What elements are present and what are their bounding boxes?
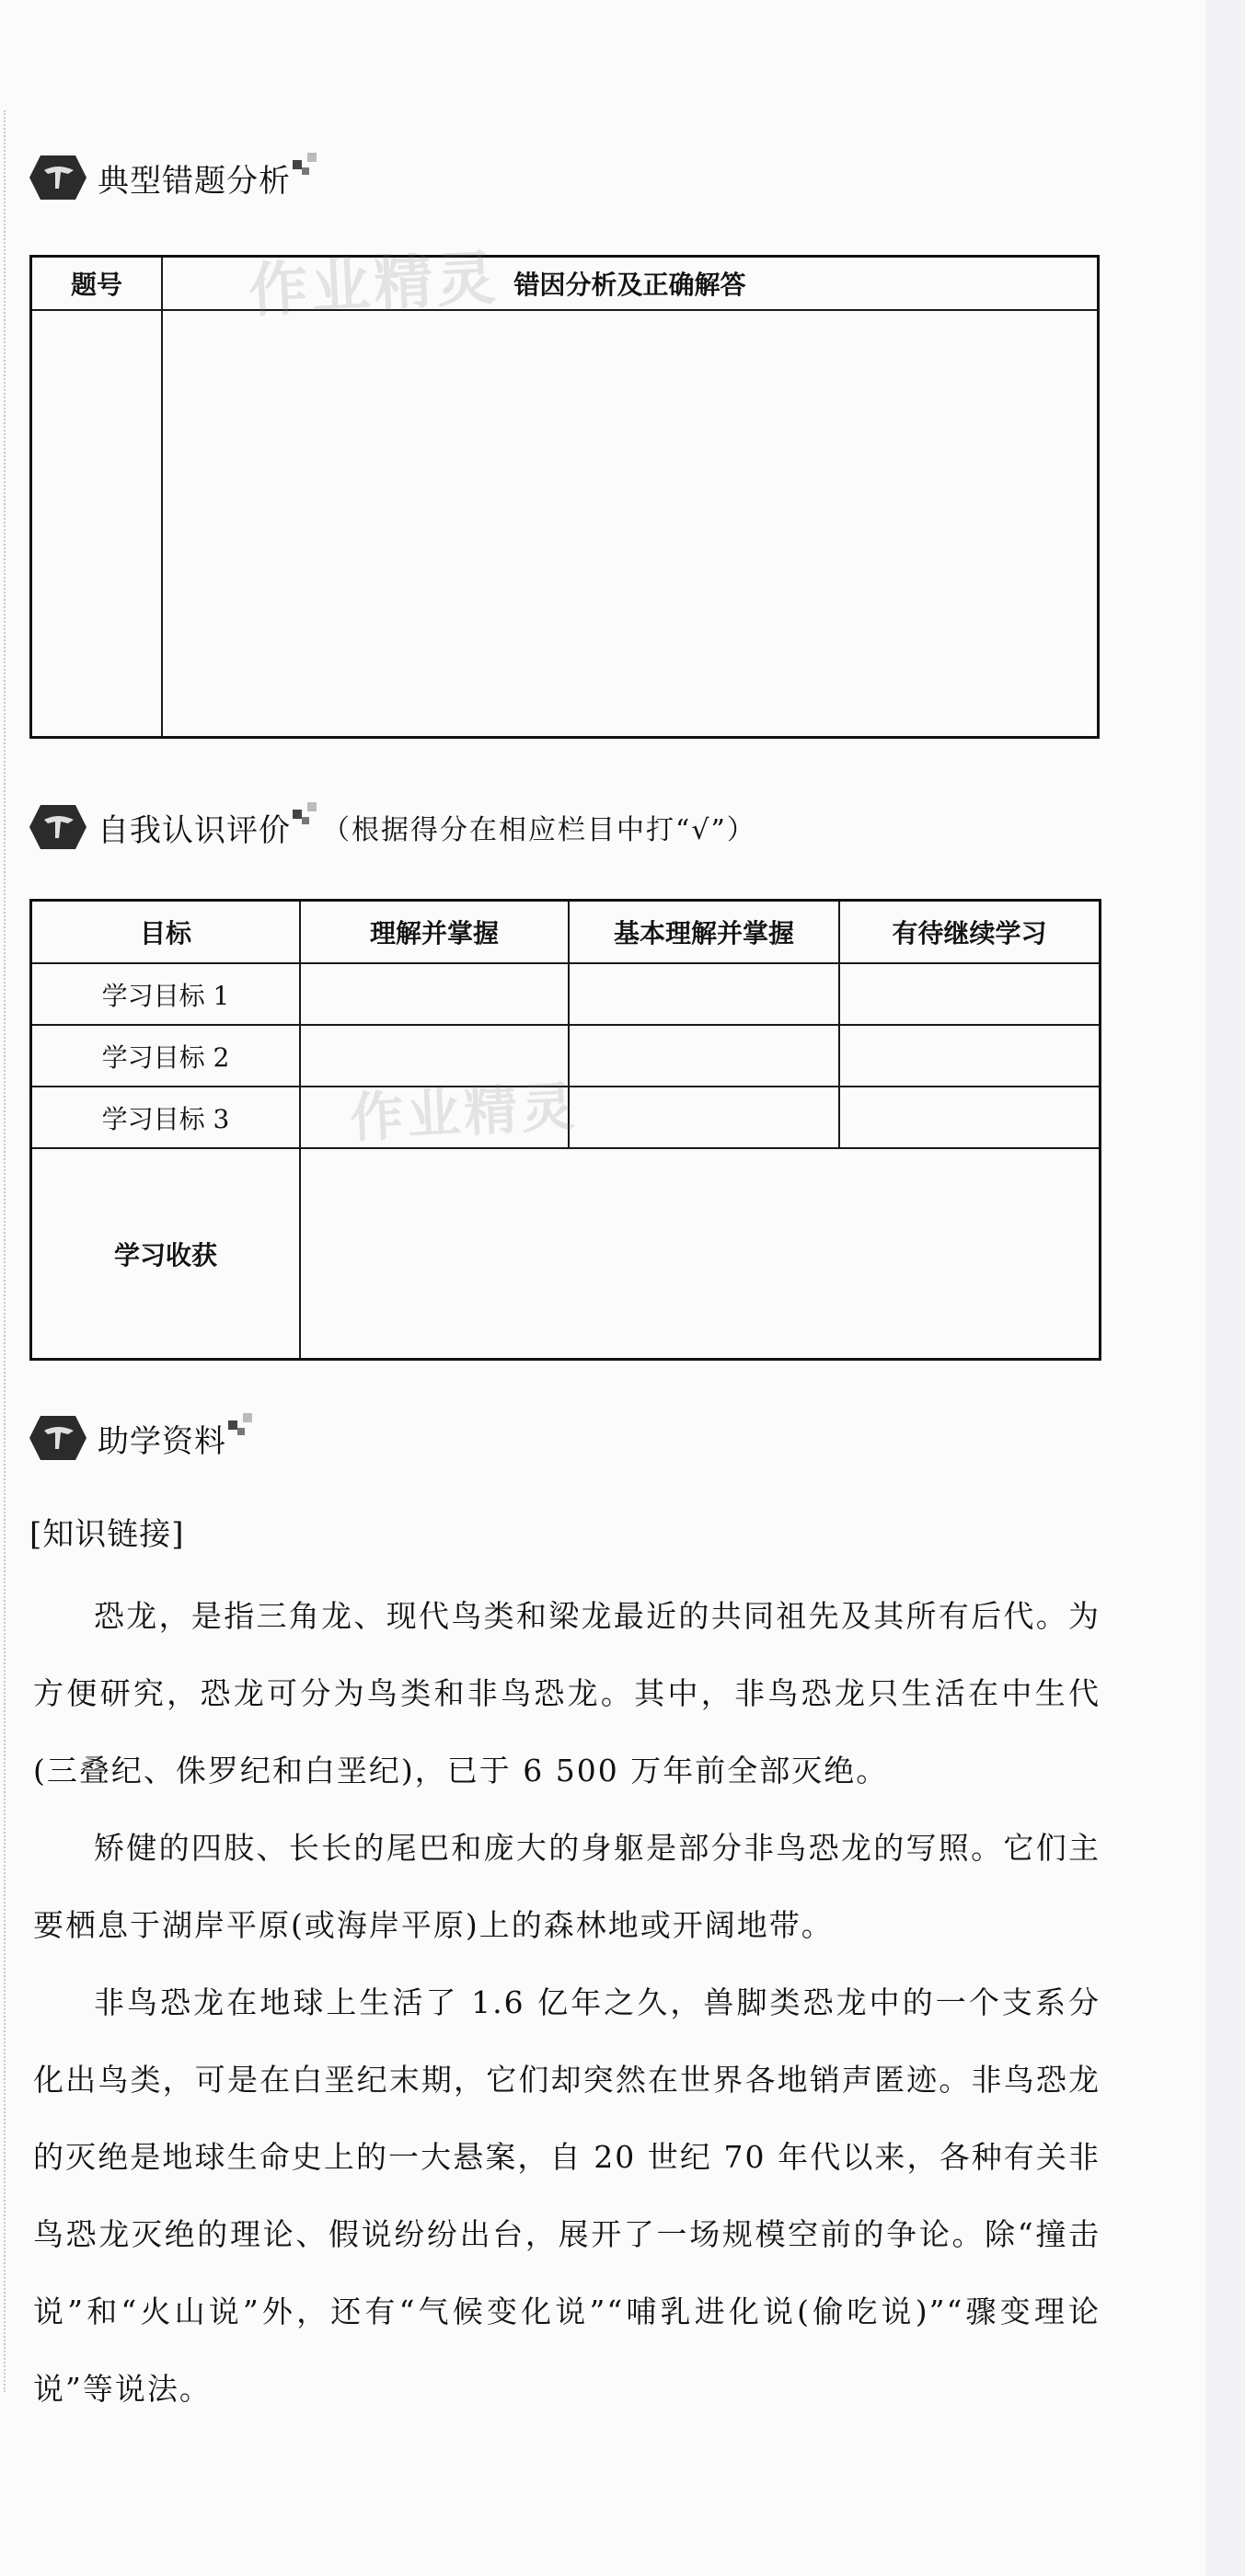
checkbox-cell[interactable] [839, 963, 1101, 1025]
section-title: 自我认识评价 [98, 811, 291, 849]
section-title: 助学资料 [98, 1422, 226, 1460]
self-eval-table [29, 899, 1101, 1361]
decor-squares-icon [293, 151, 320, 178]
paragraph: 恐龙，是指三角龙、现代鸟类和梁龙最近的共同祖先及其所有后代。为方便研究，恐龙可分为鸟类和非鸟恐龙。其中，非鸟恐龙只生活在中生代(三叠纪、侏罗纪和白垩纪)，已于 6 500 万年前全部灭绝。 [33, 1598, 1101, 1788]
row-label: 学习目标 1 [31, 963, 301, 1025]
gain-input-cell[interactable] [300, 1148, 1101, 1360]
table-header: 有待继续学习 [839, 901, 1101, 964]
margin-dotted-line [4, 110, 7, 2392]
table-header: 目标 [31, 901, 301, 964]
paragraph: 非鸟恐龙在地球上生活了 1.6 亿年之久，兽脚类恐龙中的一个支系分化出鸟类，可是在白垩纪末期，它们却突然在世界各地销声匿迹。非鸟恐龙的灭绝是地球生命史上的一大悬案，自 20 世纪 70 年代以来，各种有关非鸟恐龙灭绝的理论、假说纷纷出台，展开了一场规模空前的争论。除“撞击说”和“火山说”外，还有“气候变化说”“哺乳进化说(偷吃说)”“骤变理论说”等说法。 [33, 1984, 1101, 2407]
row-label: 学习目标 2 [31, 1025, 301, 1087]
section-note: （根据得分在相应栏目中打“√”） [322, 814, 756, 846]
table-row [31, 1025, 1101, 1087]
error-analysis-table [29, 255, 1100, 739]
hexagon-badge-icon [28, 803, 88, 851]
row-label: 学习目标 3 [31, 1087, 301, 1148]
table-header: 题号 [31, 257, 163, 311]
paragraph: 矫健的四肢、长长的尾巴和庞大的身躯是部分非鸟恐龙的写照。它们主要栖息于湖岸平原(或海岸平原)上的森林地或开阔地带。 [33, 1830, 1101, 1943]
watermark: 作业精灵 [348, 1075, 580, 1150]
table-header: 错因分析及正确解答 [162, 257, 1099, 311]
table-cell[interactable] [162, 310, 1099, 738]
table-row [31, 1148, 1101, 1360]
knowledge-link-label: [知识链接] [29, 1516, 185, 1553]
table-header: 理解并掌握 [300, 901, 569, 964]
table-row [31, 1087, 1101, 1148]
decor-squares-icon [293, 800, 320, 828]
section-title: 典型错题分析 [98, 162, 291, 200]
checkbox-cell[interactable] [300, 1025, 569, 1087]
checkbox-cell[interactable] [569, 1087, 839, 1148]
knowledge-article [33, 1578, 1101, 2428]
row-label: 学习收获 [31, 1148, 301, 1360]
section-header-self-eval [28, 795, 756, 859]
checkbox-cell[interactable] [569, 1025, 839, 1087]
section-header-resources [28, 1406, 256, 1470]
decor-squares-icon [228, 1411, 256, 1439]
checkbox-cell[interactable] [839, 1087, 1101, 1148]
hexagon-badge-icon [28, 154, 88, 201]
table-cell[interactable] [31, 310, 163, 738]
watermark: 作业精灵 [247, 244, 501, 327]
checkbox-cell[interactable] [569, 963, 839, 1025]
checkbox-cell[interactable] [839, 1025, 1101, 1087]
table-row [31, 963, 1101, 1025]
section-header-errors [28, 145, 320, 210]
checkbox-cell[interactable] [300, 963, 569, 1025]
table-header: 基本理解并掌握 [569, 901, 839, 964]
checkbox-cell[interactable] [300, 1087, 569, 1148]
hexagon-badge-icon [28, 1414, 88, 1462]
